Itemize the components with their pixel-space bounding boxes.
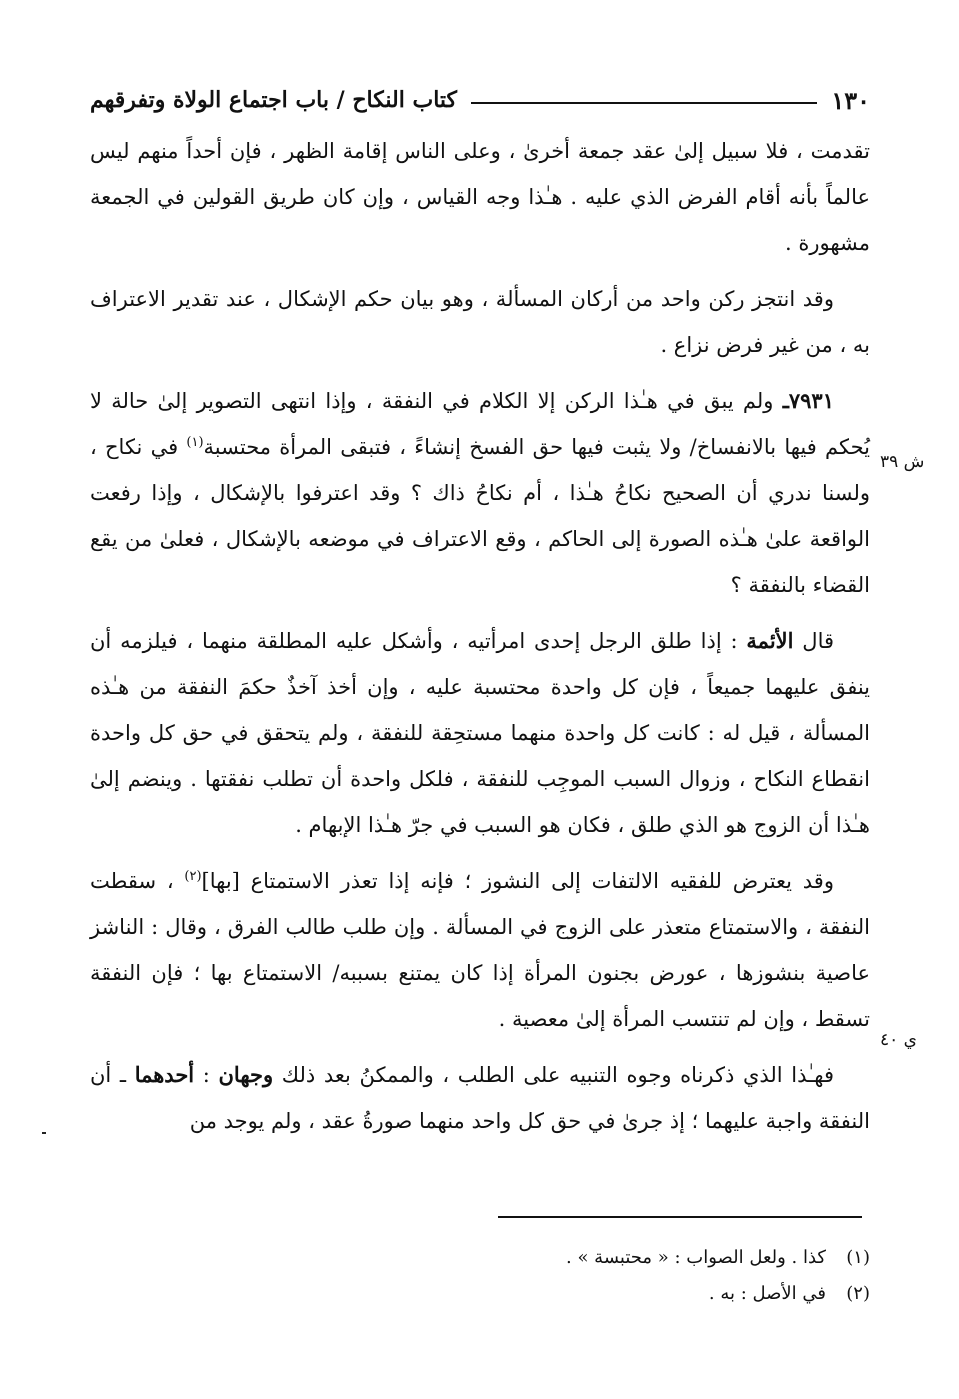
paragraph-5-text-b: ، سقطت النفقة ، والاستمتاع متعذر على الزوج في المسألة . وإن طلب طالب الفرق ، وقال : الناشز عاصية بنشوزها ، عورض بجنون المرأة إذا كان يمتنع بسببه/ الاستمتاع بها ؛ فإن النفقة تسقط ، وإن لم تنتسب المرأة إلىٰ معصية .: [90, 869, 870, 1031]
footnote-ref-2: (٢): [184, 869, 202, 884]
paragraph-6: [90, 1052, 870, 1144]
paragraph-5-text-a: وقد يعترض للفقيه الالتفات إلى النشوز ؛ فإنه إذا تعذر الاستمتاع [بها]: [201, 869, 834, 893]
margin-note-2: ي ٤٠: [880, 1030, 917, 1050]
paragraph-5: [90, 858, 870, 1042]
paragraph-4: [90, 618, 870, 848]
running-title: كتاب النكاح / باب اجتماع الولاة وتفرقهم: [90, 87, 458, 113]
paragraph-4-text-a: قال: [793, 629, 835, 653]
main-text: [90, 128, 870, 1154]
paragraph-4-bold: الأئمة: [746, 628, 794, 653]
paragraph-1: تقدمت ، فلا سبيل إلىٰ عقد جمعة أخرىٰ ، وعلى الناس إقامة الظهر ، فإن أحداً منهم ليس عالماً بأنه أقام الفرض الذي عليه . هـٰذا وجه القياس ، وإن كان طريق القولين في الجمعة مشهورة .: [90, 139, 870, 255]
footnotes: [90, 1240, 870, 1312]
margin-note-1: ش ٣٩: [880, 452, 925, 472]
paragraph-3-text-b: في نكاح ، ولسنا ندري أن الصحيح نكاحُ هـٰذا ، أم نكاحُ ذاك ؟ وقد اعترفوا بالإشكال ، وإذا رفعت الواقعة علىٰ هـٰذه الصورة إلى الحاكم ، وقع الاعتراف في موضعه بالإشكال ، فعلىٰ من يقع القضاء بالنفقة ؟: [90, 435, 870, 597]
paragraph-6-bold-2: أحدهما: [134, 1062, 195, 1087]
header-rule: [471, 102, 817, 104]
issue-number: ٧٩٣١ـ: [782, 388, 834, 413]
paragraph-6-text-b: :: [194, 1063, 219, 1087]
paragraph-6-text-a: فهـٰذا الذي ذكرناه وجوه التنبيه على الطلب ، والممكنُ بعد ذلك: [273, 1063, 835, 1087]
paragraph-6-text-c: ـ أن النفقة واجبة عليهما ؛ إذ جرىٰ في حق كل واحد منهما صورةُ عقد ، ولم يوجد من: [90, 1063, 870, 1133]
footnote-2: [90, 1276, 870, 1312]
paragraph-6-bold-1: وجهان: [218, 1062, 274, 1087]
footnote-2-text: في الأصل : به .: [708, 1283, 826, 1304]
page-number: ١٣٠: [831, 85, 870, 115]
page-header: [90, 80, 870, 120]
footnote-1-text: كذا . ولعل الصواب : « محتبسة » .: [566, 1247, 826, 1268]
paragraph-4-text-b: : إذا طلق الرجل إحدى امرأتيه ، وأشكل عليه المطلقة منهما ، فيلزمه أن ينفق عليهما جميعاً ، فإن كل واحدة محتسبة عليه ، وإن أخذ آخذٌ حكمَ النفقة من هـٰذه المسألة ، قيل له : كانت كل واحدة منهما مستحِقة للنفقة ، ولم يتحقق في حق كل واحدة انقطاع النكاح ، وزوال السبب الموجِب للنفقة ، فلكل واحدة أن تطلب نفقتها . وينضم إلىٰ هـٰذا أن الزوج هو الذي طلق ، فكان هو السبب في جرّ هـٰذا الإبهام .: [90, 629, 870, 837]
footnote-1: [90, 1240, 870, 1276]
footnote-1-number: (١): [846, 1247, 870, 1268]
footnote-2-number: (٢): [846, 1283, 870, 1304]
paragraph-3: [90, 378, 870, 608]
margin-mark: [42, 1132, 46, 1134]
footnote-ref-1: (١): [186, 435, 204, 450]
paragraph-2: وقد انتجز ركن واحد من أركان المسألة ، وهو بيان حكم الإشكال ، عند تقدير الاعتراف به ، من غير فرض نزاع .: [90, 287, 870, 357]
footnote-rule: [498, 1216, 862, 1218]
paragraph-3-text-a: ولم يبق في هـٰذا الركن إلا الكلام في النفقة ، وإذا انتهى التصوير إلىٰ حالة لا يُحكم فيها بالانفساخ/ ولا يثبت فيها حق الفسخ إنشاءً ، فتبقى المرأة محتسبة: [90, 389, 870, 459]
